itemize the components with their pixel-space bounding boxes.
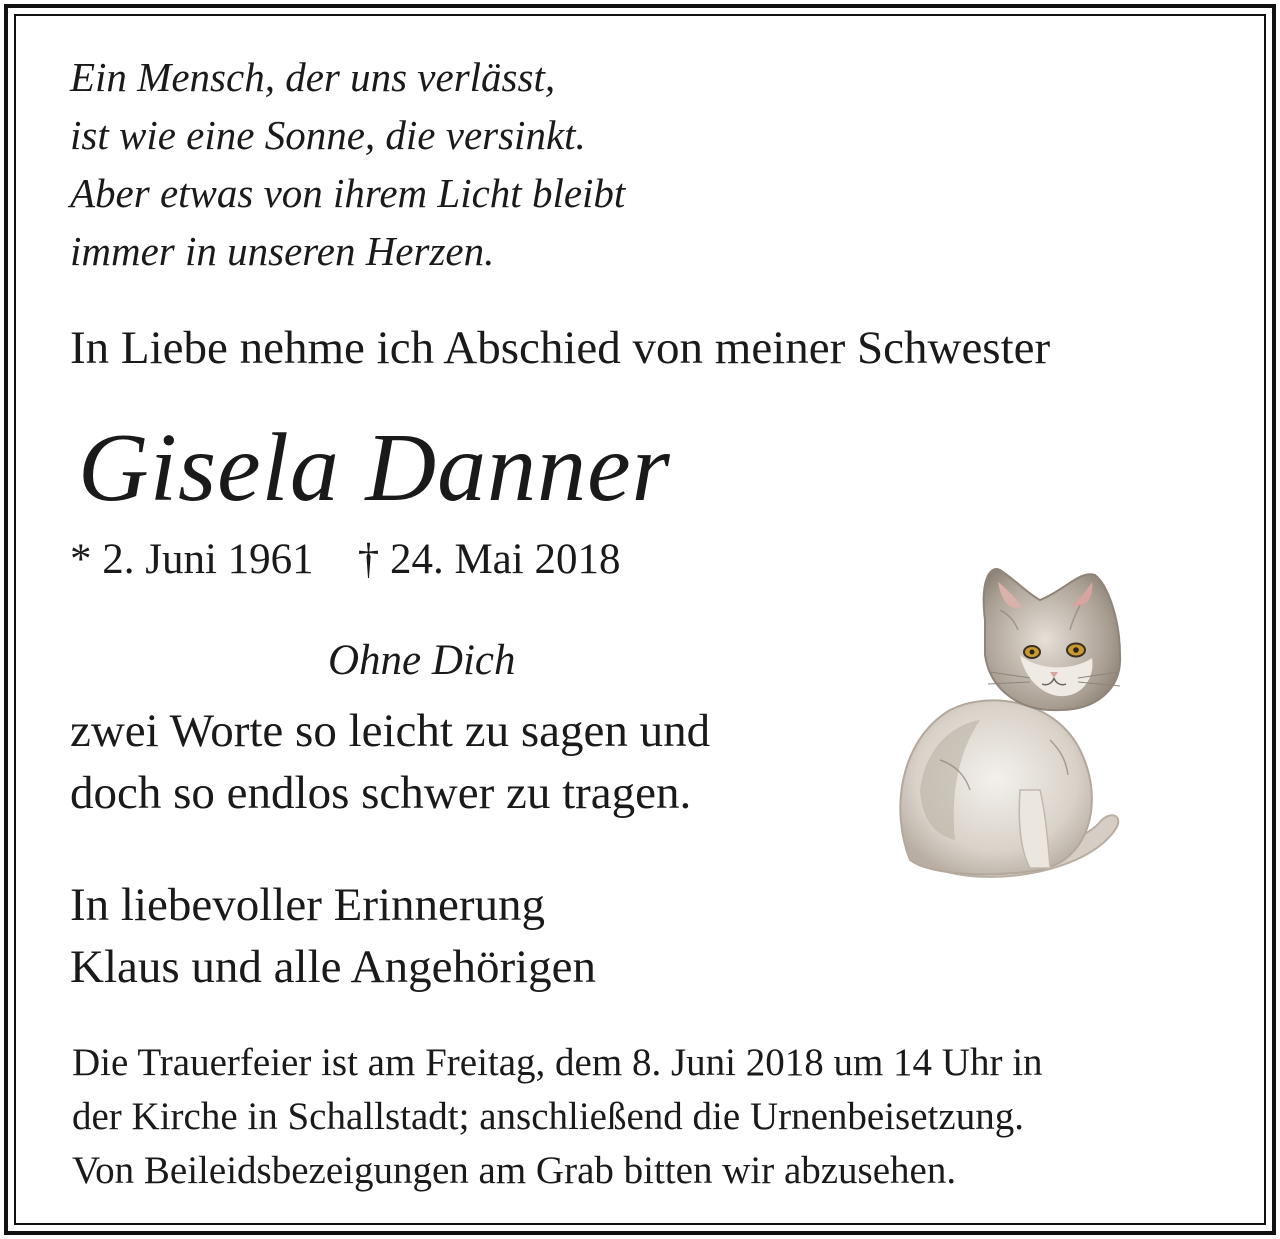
verse-title: Ohne Dich xyxy=(328,637,516,684)
birth-date: * 2. Juni 1961 xyxy=(70,536,314,583)
closing-line: Klaus und alle Angehörigen xyxy=(70,941,597,993)
deceased-name: Gisela Danner xyxy=(78,414,671,522)
verse xyxy=(70,700,710,824)
verse-line: zwei Worte so leicht zu sagen und xyxy=(70,705,711,757)
farewell-intro: In Liebe nehme ich Abschied von meiner Schwester xyxy=(70,322,1051,374)
poem-line: Ein Mensch, der uns verlässt, xyxy=(70,54,556,100)
poem-line: immer in unseren Herzen. xyxy=(70,228,495,274)
poem-line: Aber etwas von ihrem Licht bleibt xyxy=(70,170,626,216)
death-date: † 24. Mai 2018 xyxy=(357,536,621,583)
opening-poem xyxy=(70,48,625,280)
notice-line: Die Trauerfeier ist am Freitag, dem 8. Juni 2018 um 14 Uhr in xyxy=(72,1041,1043,1084)
cat-illustration-icon xyxy=(880,560,1140,890)
verse-line: doch so endlos schwer zu tragen. xyxy=(70,767,692,819)
poem-line: ist wie eine Sonne, die versinkt. xyxy=(70,112,586,158)
funeral-notice xyxy=(72,1036,1043,1198)
closing-signature xyxy=(70,874,596,998)
life-dates xyxy=(70,530,620,590)
closing-line: In liebevoller Erinnerung xyxy=(70,879,546,931)
notice-line: der Kirche in Schallstadt; anschließend die Urnenbeisetzung. xyxy=(72,1095,1024,1138)
notice-line: Von Beileidsbezeigungen am Grab bitten wir abzusehen. xyxy=(72,1149,957,1192)
